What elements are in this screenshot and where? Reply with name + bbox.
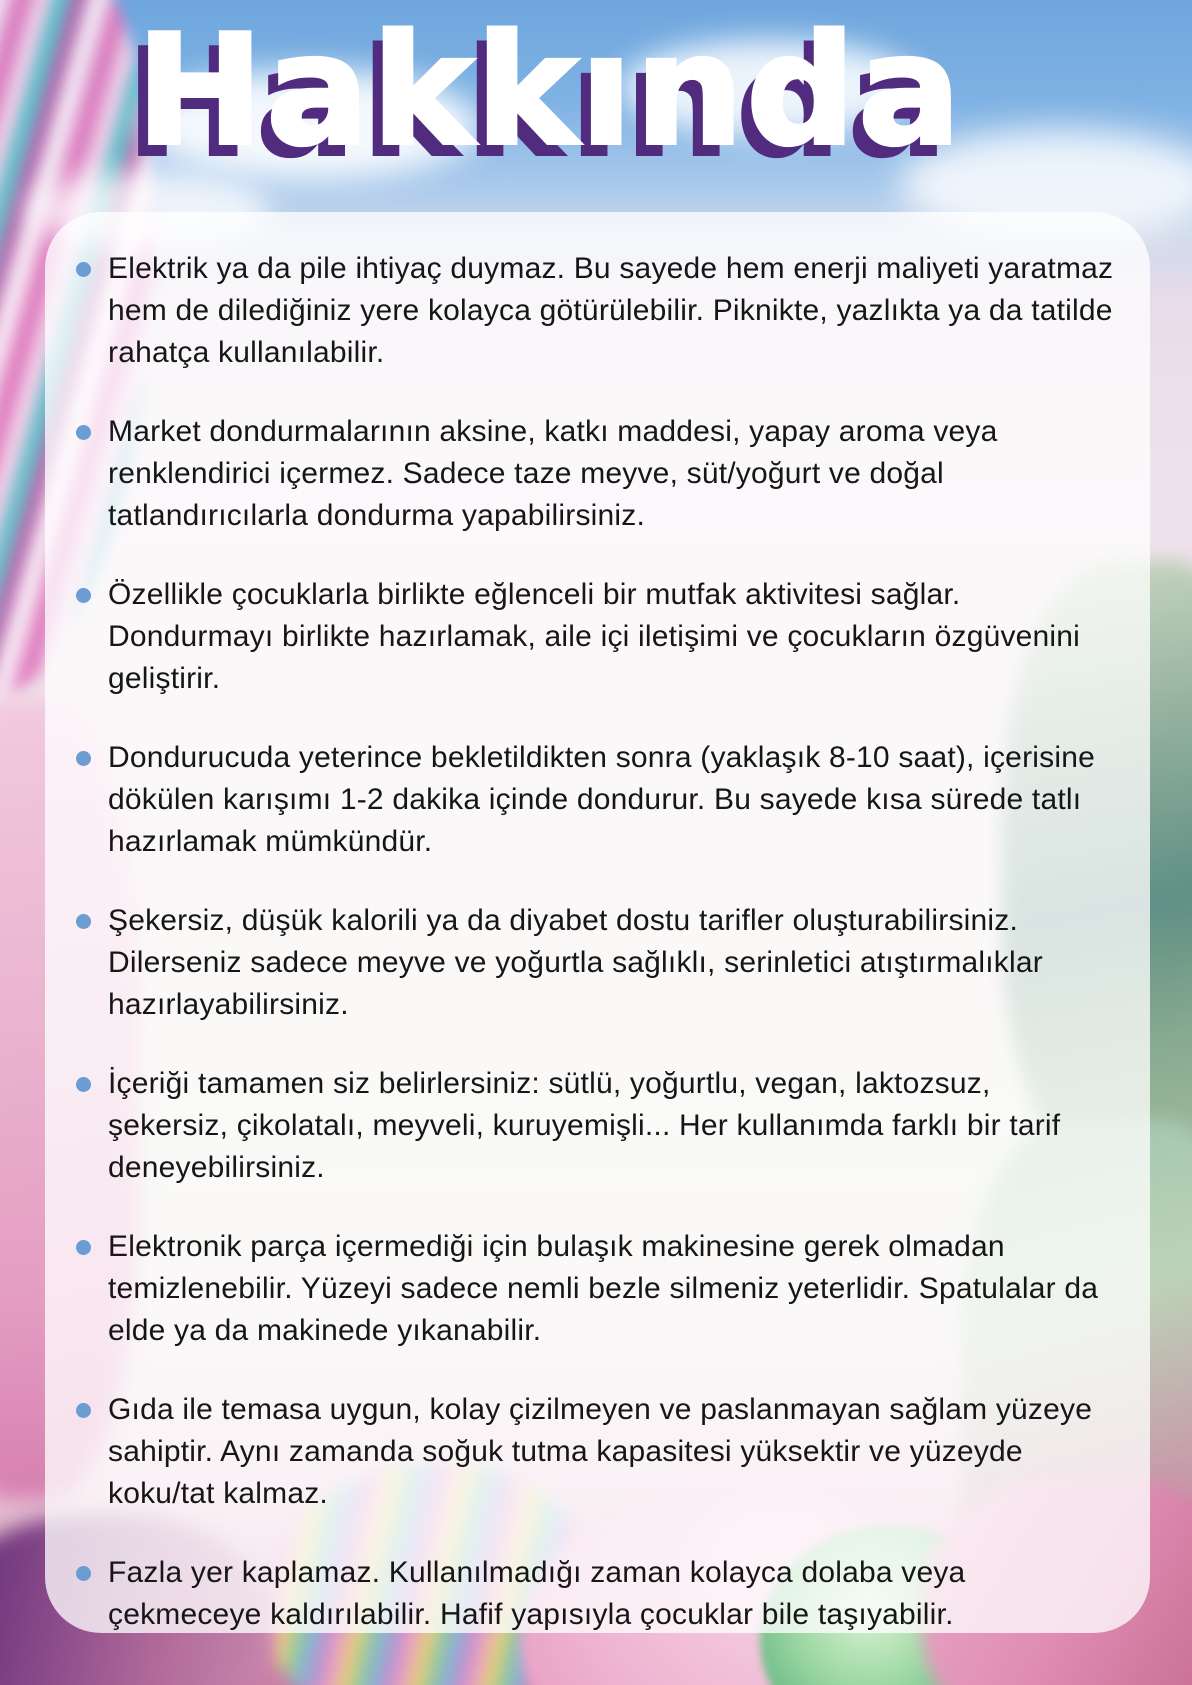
bullet-dot-icon bbox=[76, 1077, 91, 1092]
list-item bbox=[76, 1389, 1116, 1515]
feature-text: Elektrik ya da pile ihtiyaç duymaz. Bu sayede hem enerji maliyeti yaratmaz hem de dilediğiniz yere kolayca götürülebilir. Piknikte, yazlıkta ya da tatilde rahatça kullanılabilir. bbox=[108, 252, 1114, 369]
feature-text: Elektronik parça içermediği için bulaşık makinesine gerek olmadan temizlenebilir. Yüzeyi sadece nemli bezle silmeniz yeterlidir. Spatulalar da elde ya da makinede yıkanabilir. bbox=[108, 1230, 1099, 1347]
bullet-dot-icon bbox=[76, 262, 91, 277]
list-item bbox=[76, 1063, 1116, 1189]
list-item bbox=[76, 411, 1116, 537]
bullet-dot-icon bbox=[76, 1403, 91, 1418]
list-item bbox=[76, 574, 1116, 700]
bullet-dot-icon bbox=[76, 914, 91, 929]
feature-text: Şekersiz, düşük kalorili ya da diyabet dostu tarifler oluşturabilirsiniz. Dilerseniz sadece meyve ve yoğurtla sağlıklı, serinletici atıştırmalıklar hazırlayabilirsiniz. bbox=[108, 904, 1043, 1021]
feature-text: Fazla yer kaplamaz. Kullanılmadığı zaman kolayca dolaba veya çekmeceye kaldırılabilir. Hafif yapısıyla çocuklar bile taşıyabilir. bbox=[108, 1556, 966, 1631]
list-item bbox=[76, 1226, 1116, 1352]
list-item bbox=[76, 248, 1116, 374]
feature-text: Dondurucuda yeterince bekletildikten sonra (yaklaşık 8-10 saat), içerisine dökülen karışımı 1-2 dakika içinde dondurur. Bu sayede kısa sürede tatlı hazırlamak mümkündür. bbox=[108, 741, 1095, 858]
about-panel bbox=[45, 212, 1150, 1633]
feature-text: İçeriği tamamen siz belirlersiniz: sütlü, yoğurtlu, vegan, laktozsuz, şekersiz, çikolatalı, meyveli, kuruyemişli... Her kullanımda farklı bir tarif deneyebilirsiniz. bbox=[108, 1067, 1061, 1184]
bullet-dot-icon bbox=[76, 1240, 91, 1255]
bullet-dot-icon bbox=[76, 588, 91, 603]
feature-text: Gıda ile temasa uygun, kolay çizilmeyen ve paslanmayan sağlam yüzeye sahiptir. Aynı zamanda soğuk tutma kapasitesi yüksektir ve yüzeyde koku/tat kalmaz. bbox=[108, 1393, 1093, 1510]
bullet-dot-icon bbox=[76, 751, 91, 766]
bullet-dot-icon bbox=[76, 1566, 91, 1581]
list-item bbox=[76, 900, 1116, 1026]
feature-text: Market dondurmalarının aksine, katkı maddesi, yapay aroma veya renklendirici içermez. Sadece taze meyve, süt/yoğurt ve doğal tatlandırıcılarla dondurma yapabilirsiniz. bbox=[108, 415, 998, 532]
list-item bbox=[76, 737, 1116, 863]
page-title: Hakkında bbox=[136, 2, 964, 179]
bullet-dot-icon bbox=[76, 425, 91, 440]
list-item bbox=[76, 1552, 1116, 1636]
feature-text: Özellikle çocuklarla birlikte eğlenceli bir mutfak aktivitesi sağlar. Dondurmayı birlikte hazırlamak, aile içi iletişimi ve çocukların özgüvenini geliştirir. bbox=[108, 578, 1081, 695]
feature-list bbox=[45, 212, 1150, 1636]
